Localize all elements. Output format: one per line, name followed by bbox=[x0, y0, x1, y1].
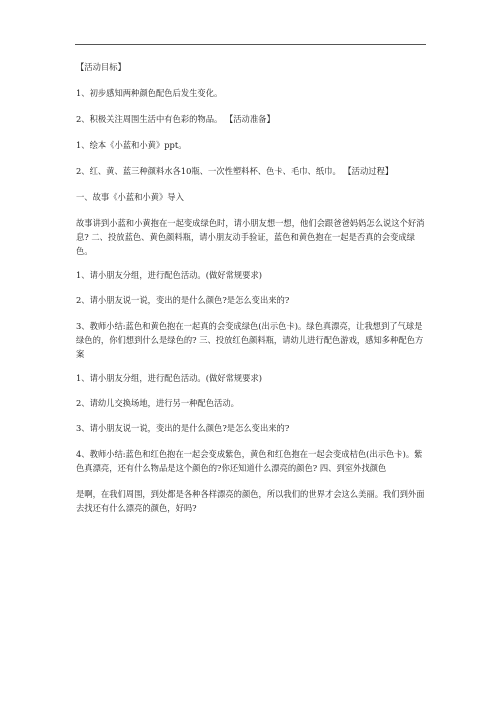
process-paragraph-story: 故事讲到小蓝和小黄抱在一起变成绿色时，请小朋友想一想，他们会跟爸爸妈妈怎么说这个好消息? 二、投放蓝色、黄色颜料瓶，请小朋友动手验证，蓝色和黄色抱在一起是否真的会变成绿色。 bbox=[76, 218, 425, 256]
preparation-item-2: 2、红、黄、蓝三种颜料水各10瓶、一次性塑料杯、色卡、毛巾、纸巾。 【活动过程】 bbox=[76, 166, 394, 176]
process-item-swap-area: 2、请幼儿交换场地，进行另一种配色活动。 bbox=[76, 398, 239, 408]
process-item-group-activity-2: 1、请小朋友分组，进行配色活动。(做好常规要求) bbox=[76, 373, 262, 383]
goal-item-2: 2、积极关注周围生活中有色彩的物品。 【活动准备】 bbox=[76, 114, 275, 124]
process-step-1-heading: 一、故事《小蓝和小黄》导入 bbox=[76, 192, 184, 202]
process-item-discussion: 2、请小朋友说一说，变出的是什么颜色?是怎么变出来的? bbox=[76, 295, 290, 305]
process-paragraph-summary-purple-orange: 4、教师小结:蓝色和红色抱在一起会变成紫色，黄色和红色抱在一起会变成桔色(出示色卡)。紫色真漂亮，还有什么物品是这个颜色的?你还知道什么漂亮的颜色? 四、到室外找颜色 bbox=[76, 449, 423, 473]
header-rule bbox=[75, 44, 426, 45]
closing-paragraph: 是啊，在我们周围，到处都是各种各样漂亮的颜色，所以我们的世界才会这么美丽。我们到外面去找还有什么漂亮的颜色，好吗? bbox=[76, 489, 425, 513]
preparation-item-1: 1、绘本《小蓝和小黄》ppt。 bbox=[76, 140, 187, 150]
process-paragraph-summary-green: 3、教师小结:蓝色和黄色抱在一起真的会变成绿色(出示色卡)。绿色真漂亮，让我想到了气球是绿色的，你们想到什么是绿色的? 三、投放红色颜料瓶，请幼儿进行配色游戏，感知多种配色方案 bbox=[76, 321, 424, 359]
document-body bbox=[76, 61, 426, 515]
process-item-discussion-2: 3、请小朋友说一说，变出的是什么颜色?是怎么变出来的? bbox=[76, 423, 290, 433]
process-item-group-activity: 1、请小朋友分组，进行配色活动。(做好常规要求) bbox=[76, 270, 262, 280]
section-heading-activity-goals: 【活动目标】 bbox=[76, 62, 126, 72]
goal-item-1: 1、初步感知两种颜色配色后发生变化。 bbox=[76, 88, 223, 98]
